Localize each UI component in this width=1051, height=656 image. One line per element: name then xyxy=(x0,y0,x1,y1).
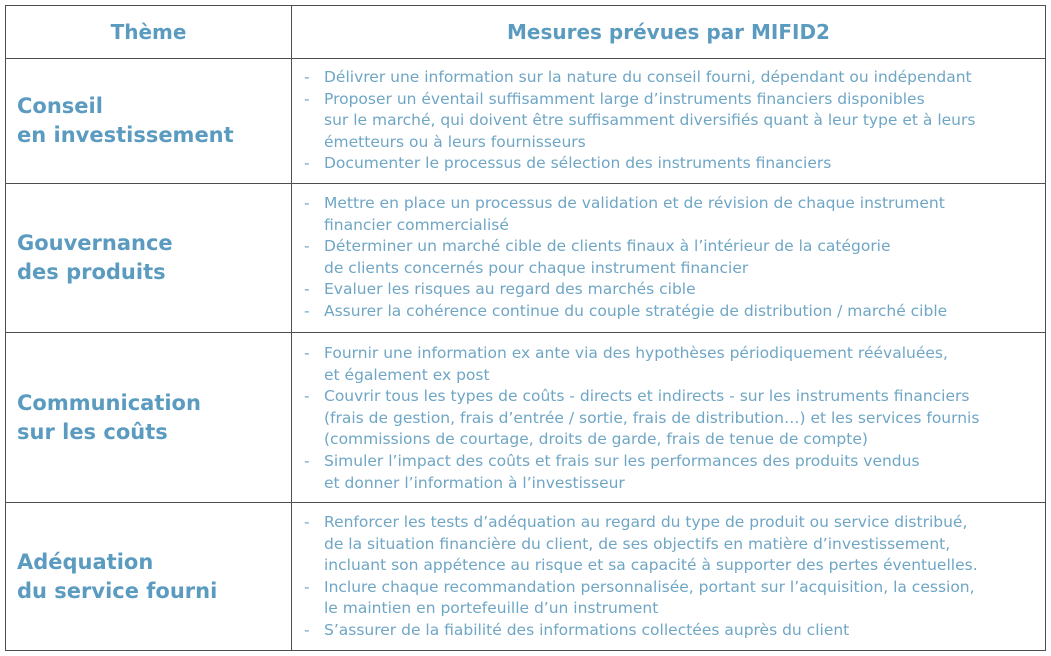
list-item: - Simuler l’impact des coûts et frais sur les performances des produits vendus et donner l’information à l’investisseur xyxy=(304,451,920,492)
row-divider xyxy=(6,502,1045,503)
row-divider xyxy=(6,183,1045,184)
list-item: - Couvrir tous les types de coûts - directs et indirects - sur les instruments financiers (frais de gestion, frais d’entrée / sortie, frais de distribution…) et les services fournis (commissions de courtage, droits de garde, frais de tenue de compte) xyxy=(304,387,980,449)
header-measures: Mesures prévues par MIFID2 xyxy=(507,20,830,44)
row-theme-gouvernance: Gouvernance des produits xyxy=(17,231,173,284)
list-item: - Mettre en place un processus de validation et de révision de chaque instrument financier commercialisé xyxy=(304,194,945,234)
list-item: - Délivrer une information sur la nature du conseil fourni, dépendant ou indépendant xyxy=(304,68,972,86)
list-item: - Documenter le processus de sélection des instruments financiers xyxy=(304,154,832,173)
row-items-communication xyxy=(302,343,1038,494)
header-divider xyxy=(6,58,1045,59)
list-item: - Renforcer les tests d’adéquation au regard du type de produit ou service distribué, de la situation financière du client, de ses objectifs en matière d’investissement, incluant son appétence au risque et sa capacité à supporter des pertes éventuelles. xyxy=(304,513,978,575)
row-theme-communication: Communication sur les coûts xyxy=(17,391,201,444)
list-item: - Evaluer les risques au regard des marchés cible xyxy=(304,280,696,299)
column-divider xyxy=(291,6,292,650)
list-item: - Inclure chaque recommandation personnalisée, portant sur l’acquisition, la cession, le maintien en portefeuille d’un instrument xyxy=(304,577,975,618)
list-item: - Déterminer un marché cible de clients finaux à l’intérieur de la catégorie de clients concernés pour chaque instrument financier xyxy=(304,237,891,277)
list-item: - S’assurer de la fiabilité des informations collectées auprès du client xyxy=(304,620,850,639)
mifid2-table xyxy=(5,5,1046,651)
row-items-gouvernance xyxy=(302,193,1038,323)
row-items-conseil xyxy=(302,67,1038,175)
row-divider xyxy=(6,332,1045,333)
list-item: - Proposer un éventail suffisamment large d’instruments financiers disponibles sur le marché, qui doivent être suffisamment diversifiés quant à leur type et à leurs émetteurs ou à leurs fournisseurs xyxy=(304,89,976,151)
row-items-adequation xyxy=(302,512,1038,642)
list-item: - Fournir une information ex ante via des hypothèses périodiquement réévaluées, et également ex post xyxy=(304,344,948,384)
header-theme: Thème xyxy=(110,20,187,44)
row-theme-conseil: Conseil en investissement xyxy=(17,94,234,147)
list-item: - Assurer la cohérence continue du couple stratégie de distribution / marché cible xyxy=(304,301,948,320)
row-theme-adequation: Adéquation du service fourni xyxy=(17,550,218,603)
